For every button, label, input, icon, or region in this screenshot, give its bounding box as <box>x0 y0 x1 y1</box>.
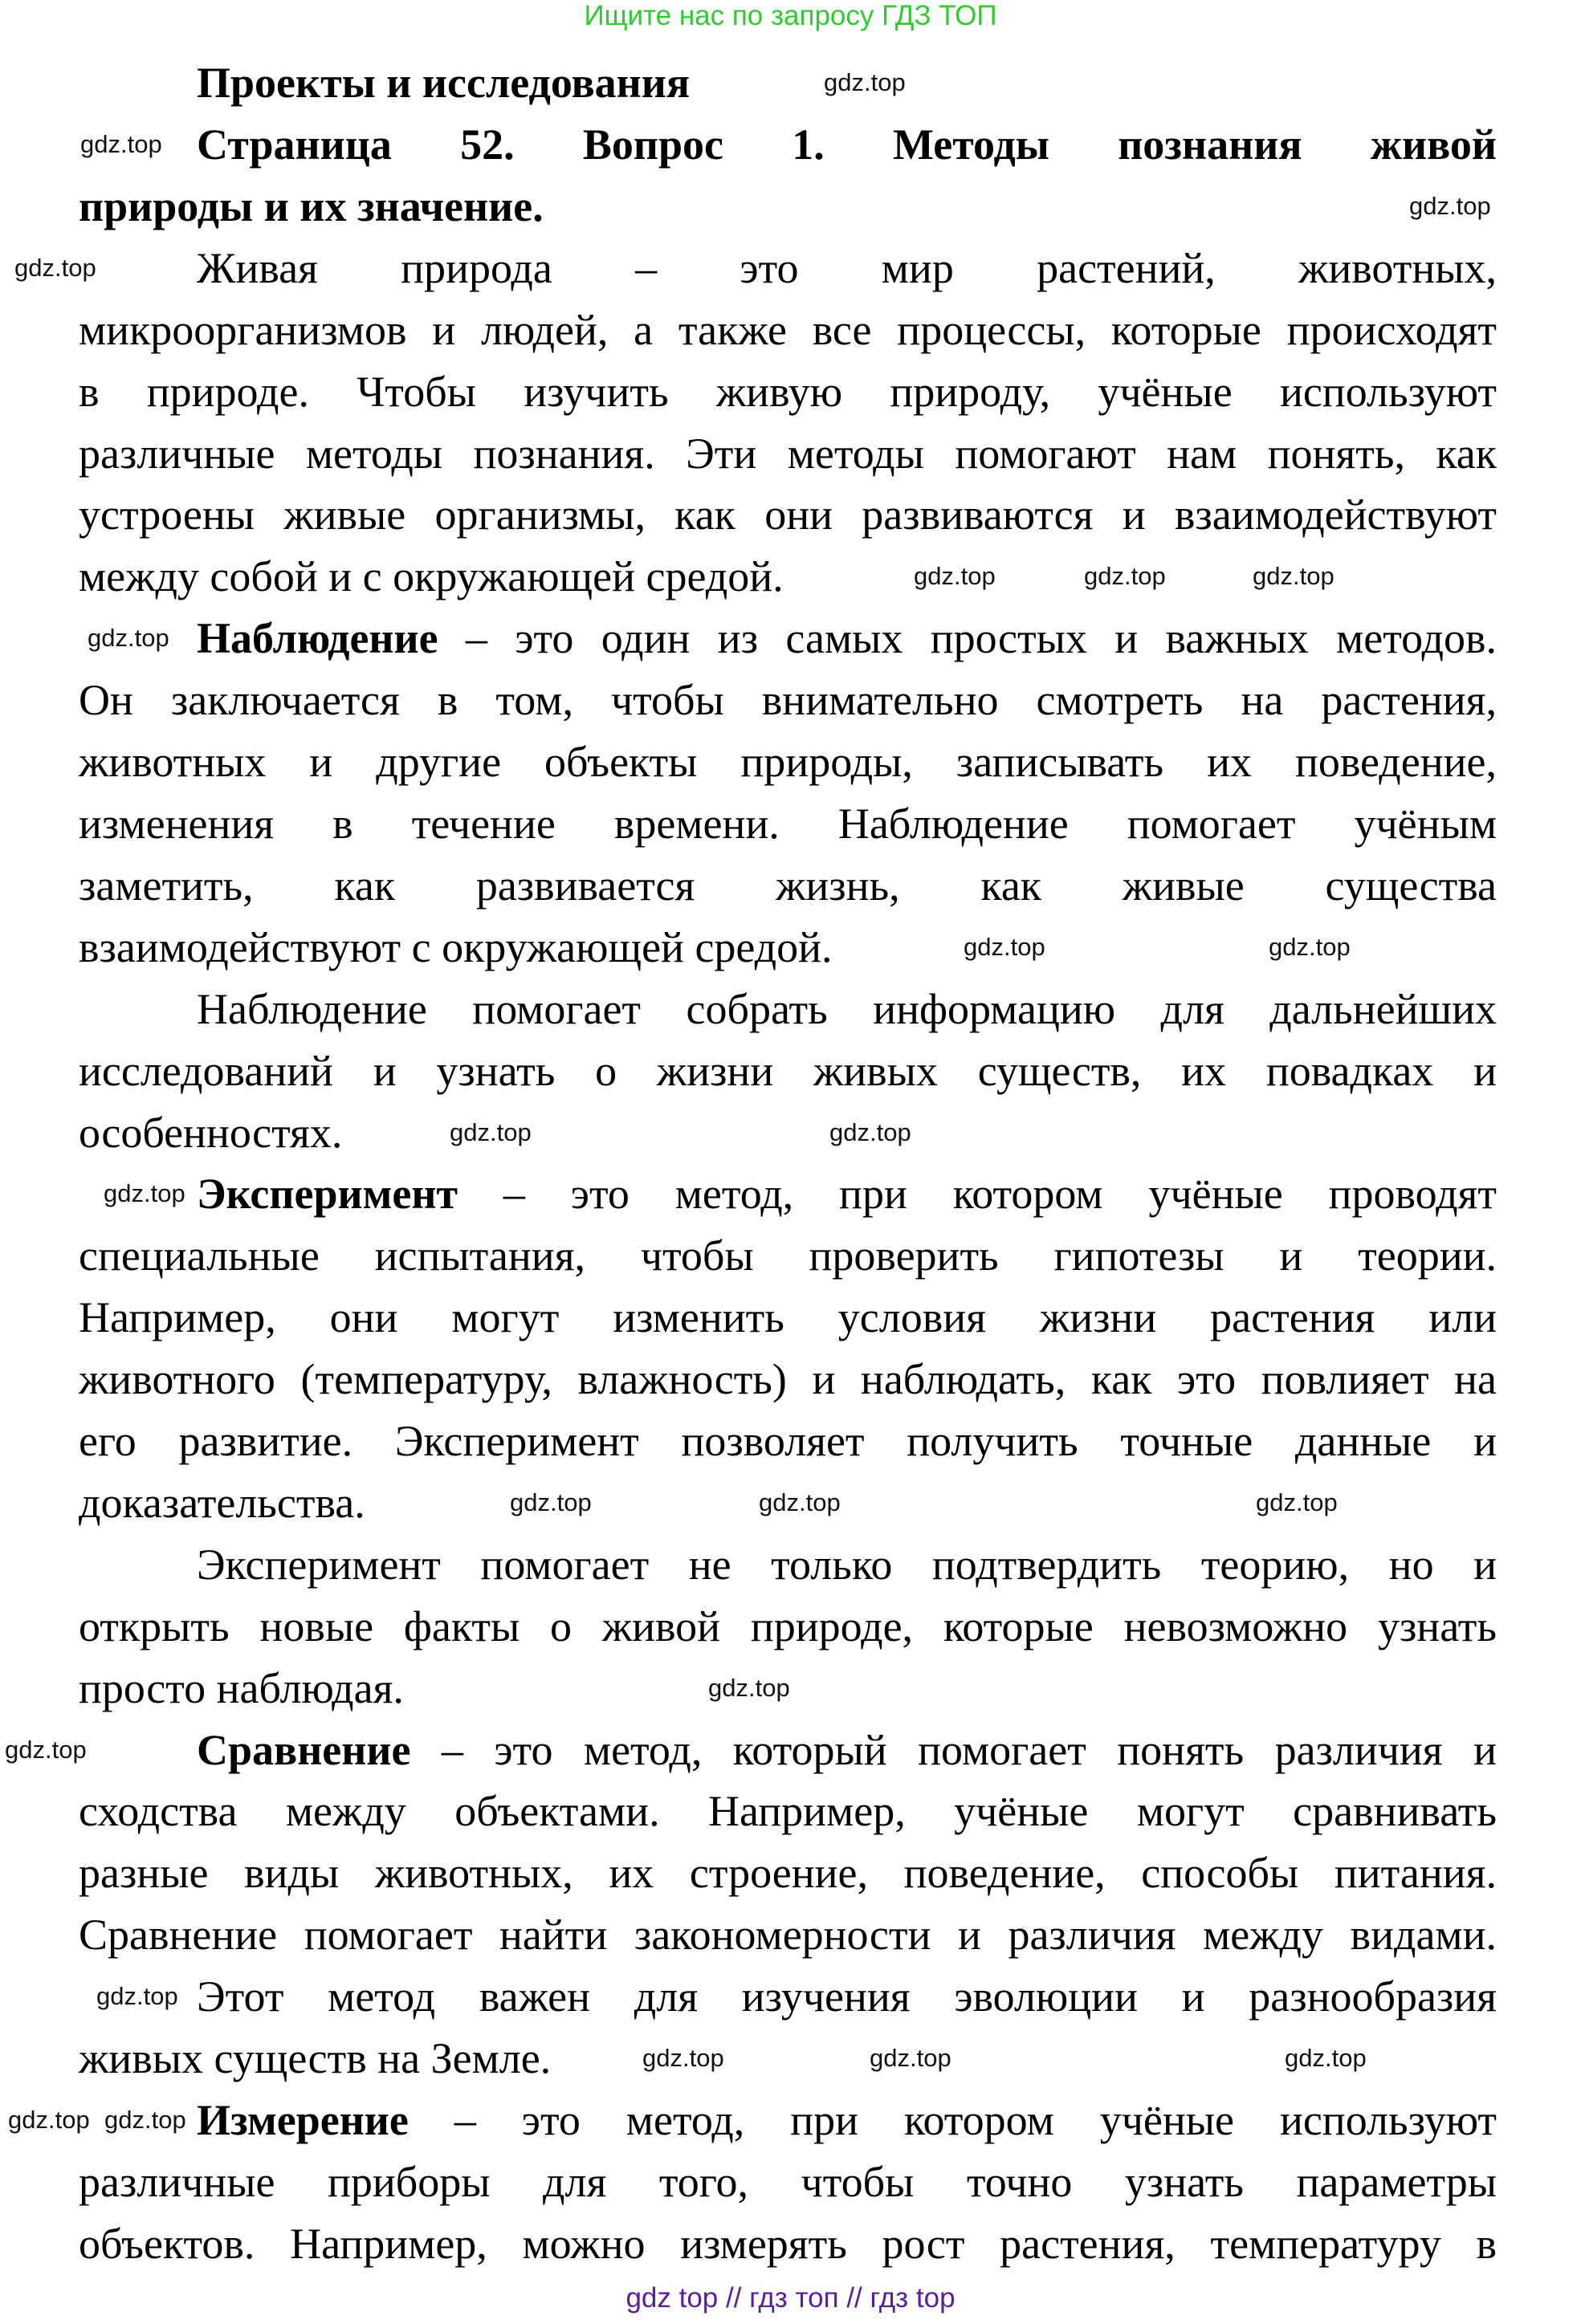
line-text: животного (температуру, влажность) и наблюдать, как это повлияет на <box>79 1355 1497 1403</box>
watermark-text: gdz.top <box>80 130 162 158</box>
text-line <box>79 484 1497 546</box>
bold-term: Наблюдение <box>197 614 438 662</box>
line-text: объектов. Например, можно измерять рост растения, температуру в <box>79 2220 1497 2268</box>
line-text: устроены живые организмы, как они развиваются и взаимодействуют <box>79 490 1497 539</box>
text-line <box>79 855 1497 917</box>
watermark-text: gdz.top <box>964 933 1045 961</box>
text-line <box>79 2151 1497 2213</box>
watermark-text: gdz.top <box>1285 2044 1367 2072</box>
line-text: различные приборы для того, чтобы точно узнать параметры <box>79 2158 1497 2206</box>
text-line <box>197 1534 1497 1596</box>
watermark-text: gdz.top <box>1409 192 1491 220</box>
text-line <box>197 1720 1497 1781</box>
line-text: Живая природа – это мир растений, животных, <box>197 244 1497 292</box>
watermark-text: gdz.top <box>5 1736 87 1764</box>
line-text: особенностях. <box>79 1109 343 1157</box>
watermark-text: gdz.top <box>104 1179 185 1207</box>
line-text: различные методы познания. Эти методы помогают нам понять, как <box>79 429 1497 478</box>
text-line <box>79 2213 1497 2275</box>
text-line <box>79 1904 1497 1966</box>
watermark-text: gdz.top <box>510 1488 592 1516</box>
line-text: доказательства. <box>79 1479 365 1527</box>
search-hint-banner: Ищите нас по запросу ГДЗ ТОП <box>584 0 997 31</box>
bold-term: Сравнение <box>197 1726 411 1774</box>
text-line <box>79 917 833 979</box>
heading-line <box>197 52 690 114</box>
line-text: его развитие. Эксперимент позволяет получить точные данные и <box>79 1417 1497 1465</box>
line-text: взаимодействуют с окружающей средой. <box>79 923 833 971</box>
text-line <box>79 2028 551 2090</box>
text-line <box>197 1966 1497 2028</box>
line-text: Сравнение помогает найти закономерности и различия между видами. <box>79 1911 1497 1959</box>
line-text: исследований и узнать о жизни живых существ, их повадках и <box>79 1047 1497 1095</box>
line-text: изменения в течение времени. Наблюдение помогает учёным <box>79 800 1497 848</box>
footer-watermark: gdz top // гдз топ // гдз top <box>625 2282 956 2314</box>
watermark-text: gdz.top <box>1269 933 1351 961</box>
heading-line <box>197 114 1497 176</box>
line-text: Наблюдение помогает собрать информацию для дальнейших <box>197 985 1497 1033</box>
watermark-text: gdz.top <box>1084 562 1166 590</box>
heading-line <box>79 176 544 238</box>
line-text: – это один из самых простых и важных методов. <box>438 614 1497 662</box>
line-text: просто наблюдая. <box>79 1664 404 1712</box>
line-text: в природе. Чтобы изучить живую природу, учёные используют <box>79 368 1497 416</box>
bold-term: Страница 52. Вопрос 1. Методы познания живой <box>197 120 1497 169</box>
watermark-text: gdz.top <box>14 254 96 282</box>
line-text: Этот метод важен для изучения эволюции и разнообразия <box>197 1972 1497 2021</box>
text-line <box>79 423 1497 485</box>
watermark-text: gdz.top <box>914 562 996 590</box>
line-text: животных и другие объекты природы, записывать их поведение, <box>79 738 1497 786</box>
watermark-text: gdz.top <box>1256 1488 1338 1516</box>
text-line <box>197 608 1497 670</box>
line-text: специальные испытания, чтобы проверить гипотезы и теории. <box>79 1231 1497 1280</box>
watermark-text: gdz.top <box>104 2106 186 2134</box>
text-line <box>79 1040 1497 1102</box>
line-text: разные виды животных, их строение, поведение, способы питания. <box>79 1849 1497 1897</box>
text-line <box>79 361 1497 423</box>
watermark-text: gdz.top <box>829 1118 911 1146</box>
watermark-text: gdz.top <box>870 2044 951 2072</box>
text-line <box>79 1102 342 1164</box>
text-line <box>79 1842 1497 1904</box>
line-text: – это метод, который помогает понять различия и <box>410 1726 1497 1774</box>
line-text: Например, они могут изменить условия жизни растения или <box>79 1293 1497 1341</box>
watermark-text: gdz.top <box>642 2044 724 2072</box>
bold-term: природы и их значение. <box>79 182 544 230</box>
line-text: между собой и с окружающей средой. <box>79 552 784 600</box>
text-line <box>79 1349 1497 1410</box>
watermark-text: gdz.top <box>824 68 906 96</box>
watermark-text: gdz.top <box>708 1674 790 1702</box>
line-text: – это метод, при котором учёные проводят <box>457 1170 1497 1218</box>
text-line <box>79 1596 1497 1658</box>
watermark-text: gdz.top <box>8 2106 90 2134</box>
text-line <box>197 979 1497 1040</box>
line-text: заметить, как развивается жизнь, как живые существа <box>79 861 1497 910</box>
line-text: микроорганизмов и людей, а также все процессы, которые происходят <box>79 306 1497 354</box>
line-text: сходства между объектами. Например, учёные могут сравнивать <box>79 1787 1497 1835</box>
text-line <box>79 299 1497 361</box>
line-text: открыть новые факты о живой природе, которые невозможно узнать <box>79 1602 1497 1650</box>
line-text: Эксперимент помогает не только подтвердить теорию, но и <box>197 1541 1497 1589</box>
line-text: Он заключается в том, чтобы внимательно смотреть на растения, <box>79 676 1497 724</box>
bold-term: Измерение <box>197 2096 409 2144</box>
text-line <box>79 1472 365 1534</box>
text-line <box>197 2090 1497 2151</box>
text-line <box>79 1658 404 1720</box>
text-line <box>79 670 1497 731</box>
text-line <box>79 1225 1497 1287</box>
watermark-text: gdz.top <box>88 624 169 652</box>
text-line <box>79 1410 1497 1472</box>
text-line <box>79 731 1497 793</box>
text-line <box>79 546 784 608</box>
watermark-text: gdz.top <box>1253 562 1334 590</box>
watermark-text: gdz.top <box>759 1488 841 1516</box>
watermark-text: gdz.top <box>96 1982 178 2010</box>
bold-term: Эксперимент <box>197 1170 458 1218</box>
watermark-text: gdz.top <box>450 1118 532 1146</box>
text-line <box>79 1781 1497 1842</box>
text-line <box>79 793 1497 855</box>
line-text: живых существ на Земле. <box>79 2034 552 2082</box>
bold-term: Проекты и исследования <box>197 59 691 107</box>
text-line <box>197 1163 1497 1225</box>
text-line <box>79 1287 1497 1349</box>
line-text: – это метод, при котором учёные используют <box>408 2096 1497 2144</box>
text-line <box>197 238 1497 299</box>
